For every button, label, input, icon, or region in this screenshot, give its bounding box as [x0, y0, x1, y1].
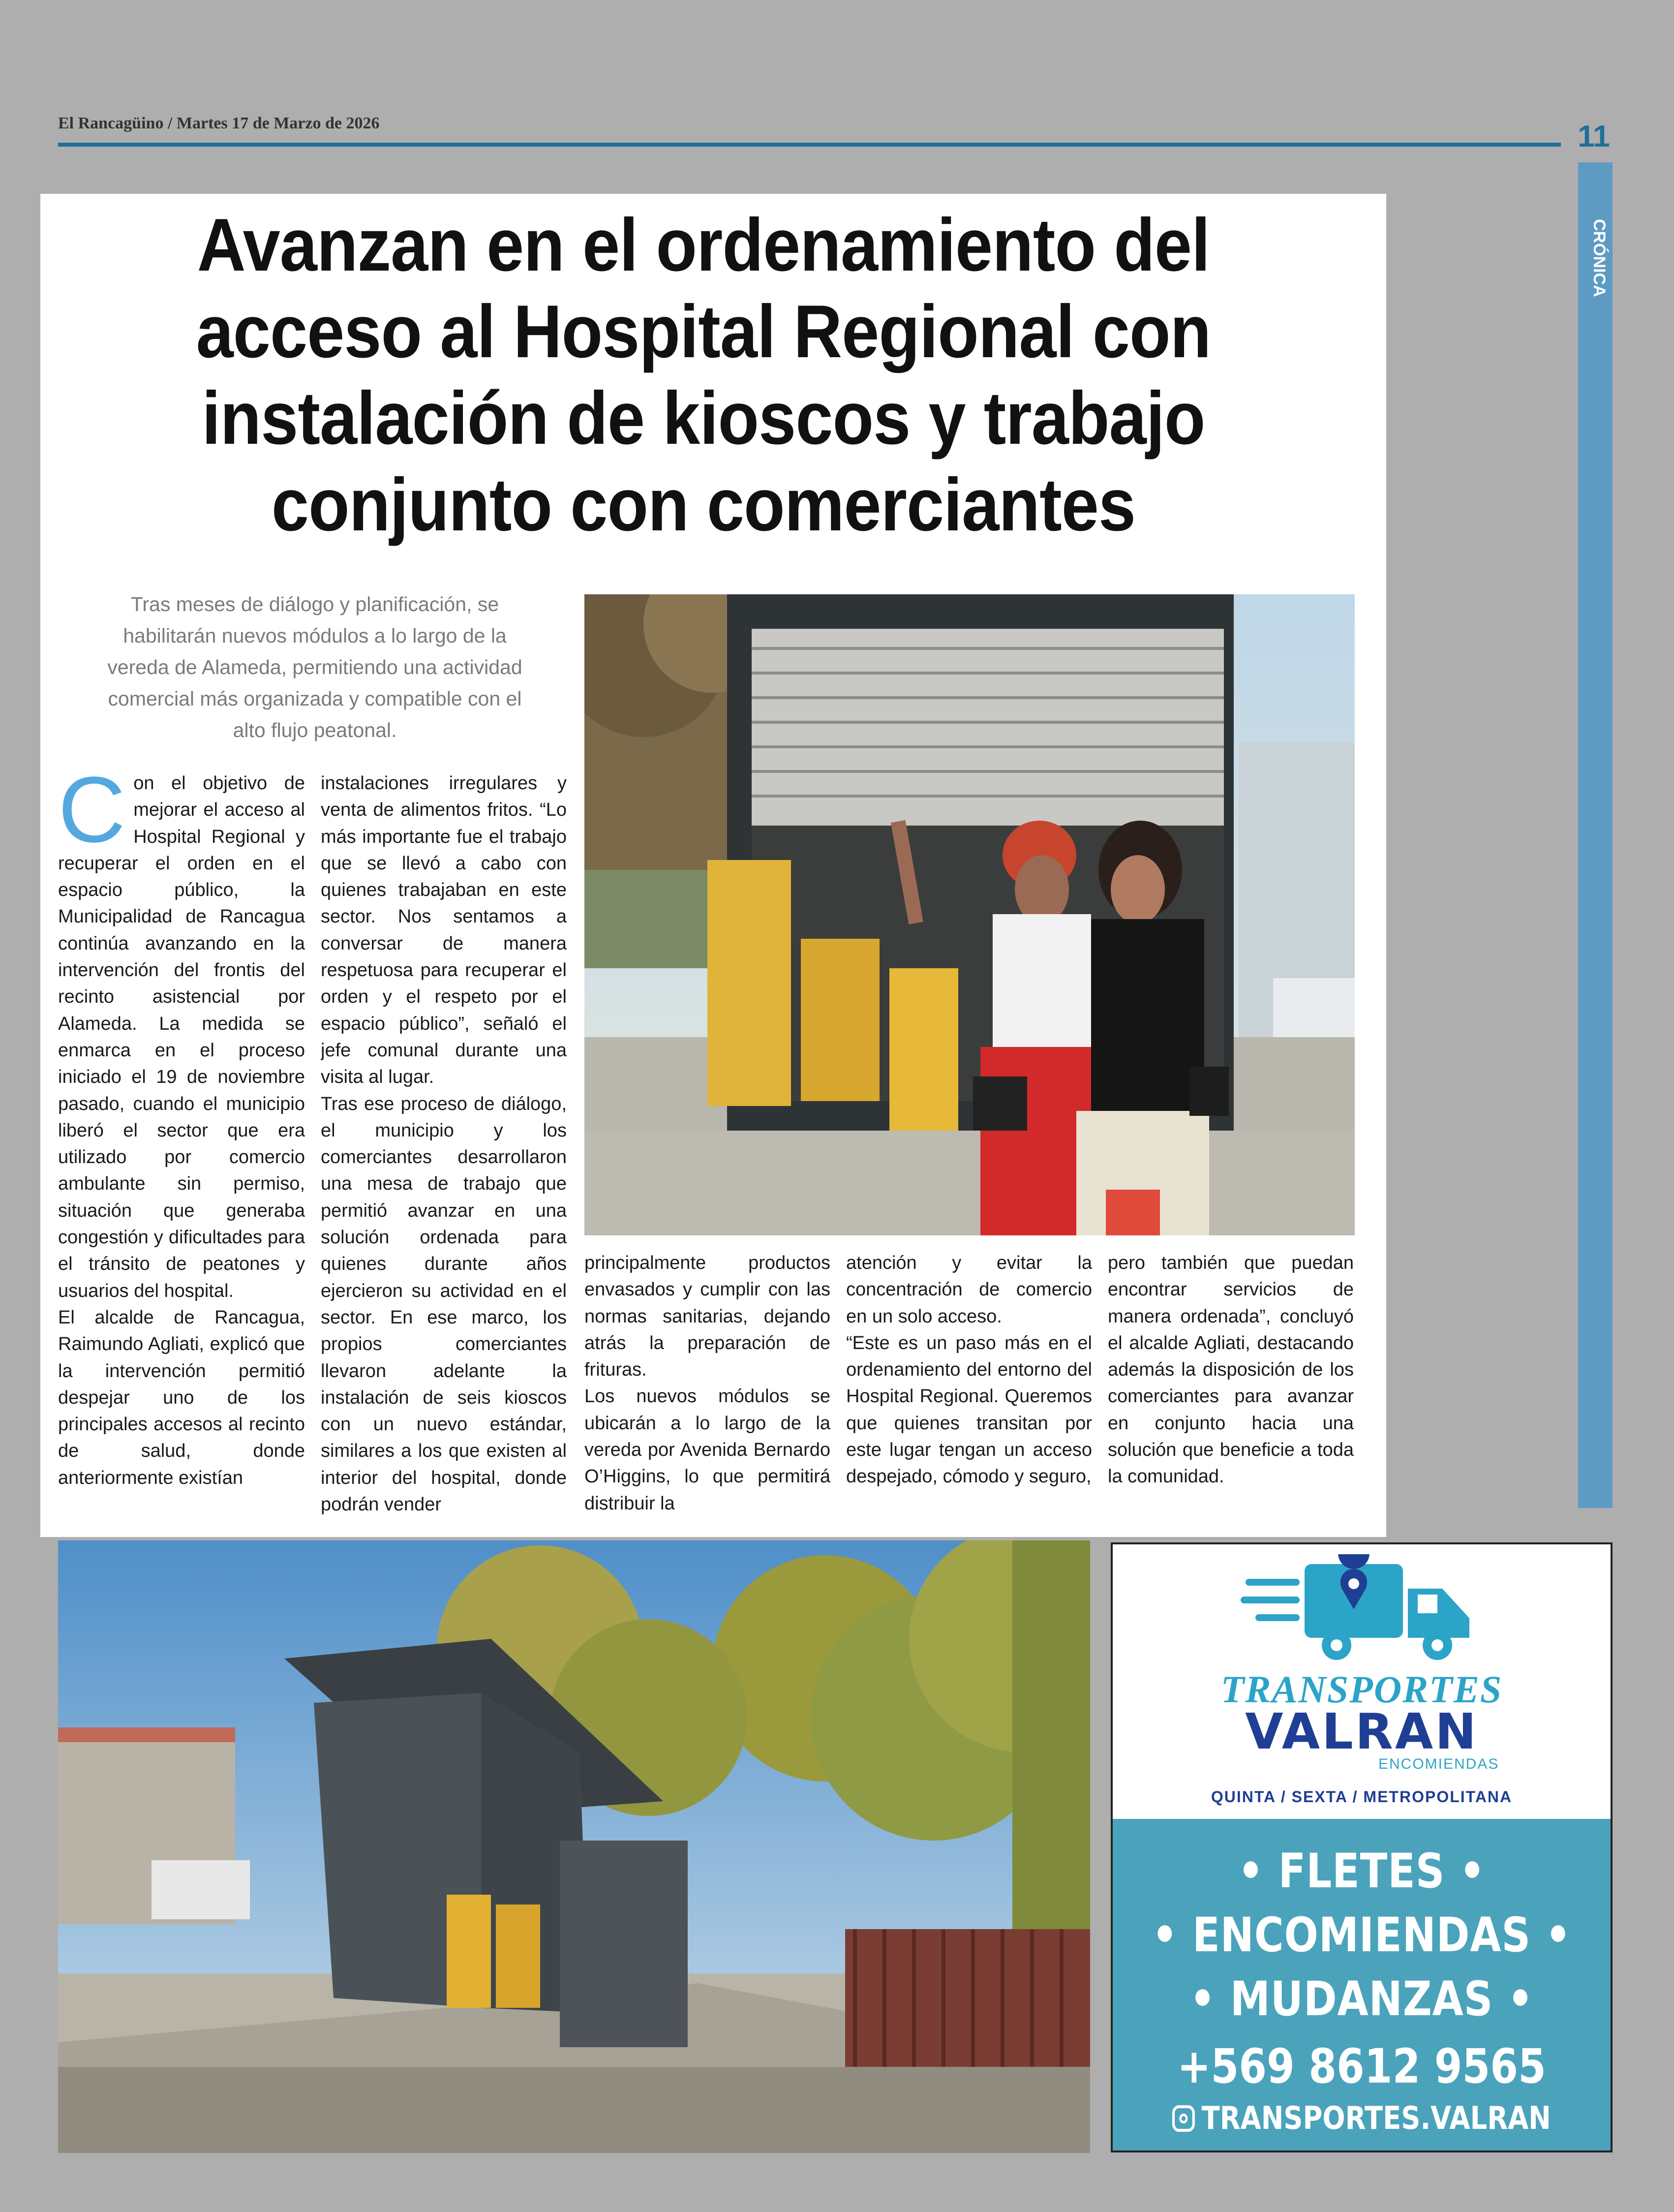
article-column-2 — [321, 770, 567, 1523]
ad-brand-main: VALRAN — [1245, 1703, 1478, 1760]
paragraph: “Este es un paso más en el ordenamiento del entorno del Hospital Regional. Queremos que quienes transitan por este lugar tengan un acceso despejado, cómodo y seguro, — [846, 1332, 1092, 1487]
article-column-1 — [58, 770, 305, 1523]
instagram-icon — [1172, 2105, 1195, 2132]
truck-icon — [1241, 1554, 1477, 1667]
page-number: 11 — [1578, 120, 1610, 154]
ad-brand-sub: ENCOMIENDAS — [1378, 1756, 1499, 1772]
article-column-4 — [846, 1250, 1092, 1525]
ad-service-fletes: • FLETES • — [1238, 1843, 1486, 1899]
ad-brand-top: TRANSPORTES — [1220, 1668, 1503, 1711]
masthead: El Rancagüino / Martes 17 de Marzo de 2026 — [58, 114, 380, 132]
ad-service-mudanzas: • MUDANZAS • — [1189, 1971, 1534, 2027]
article-column-3 — [584, 1250, 830, 1525]
paragraph: El alcalde de Rancagua, Raimundo Agliati, explicó que la intervención permitió despejar uno de los principales accesos al recinto de salud, donde anteriormente existían — [58, 1307, 305, 1488]
deck: Tras meses de diálogo y planificación, se habilitarán nuevos módulos a lo largo de la vereda de Alameda, permitiendo una actividad comercial más organizada y compatible con el alto flujo peatonal. — [107, 593, 522, 741]
paragraph: atención y evitar la concentración de comercio en un solo acceso. — [846, 1253, 1092, 1327]
paragraph: pero también que puedan encontrar servicios de manera ordenada”, concluyó el alcalde Agliati, destacando además la disposición de los comerciantes para avanzar en conjunto hacia una solución que beneficie a toda la comunidad. — [1108, 1253, 1354, 1487]
section-label: CRÓNICA — [1590, 219, 1609, 297]
photo-kiosks-sidewalk — [58, 1540, 1090, 2153]
paragraph: on el objetivo de mejorar el acceso al Hospital Regional y recuperar el orden en el espacio público, la Municipalidad de Rancagua continúa avanzando en la intervención del frontis del recinto asistencial por Alameda. La medida se enmarca en el proceso iniciado el 19 de noviembre pasado, cuando el municipio liberó el sector que era utilizado por comercio ambulante sin permiso, situación que generaba congestión y dificultades para el tránsito de peatones y usuarios del hospital. — [58, 773, 305, 1301]
section-sidebar — [1578, 162, 1613, 1508]
ad-phone: +569 8612 9565 — [1177, 2039, 1546, 2094]
ad-instagram-handle: TRANSPORTES.VALRAN — [1201, 2100, 1551, 2137]
headline: Avanzan en el ordenamiento del acceso al Hospital Regional con instalación de kioscos y trabajo conjunto con comerciantes — [196, 203, 1211, 547]
ad-service-encomiendas: • ENCOMIENDAS • — [1152, 1907, 1572, 1963]
drop-cap: C — [58, 770, 126, 862]
ad-regions: QUINTA / SEXTA / METROPOLITANA — [1211, 1788, 1513, 1806]
paragraph: principalmente productos envasados y cumplir con las normas sanitarias, dejando atrás la preparación de frituras. — [584, 1253, 830, 1381]
paragraph: Tras ese proceso de diálogo, el municipio y los comerciantes desarrollaron una mesa de trabajo que permitió avanzar en una solución ordenada para quienes durante años ejercieron su actividad en el sector. En ese marco, los propios comerciantes llevaron adelante la instalación de seis kioscos con un nuevo estándar, similares a los que existen al interior del hospital, donde podrán vender — [321, 1093, 567, 1515]
paragraph: Los nuevos módulos se ubicarán a lo largo de la vereda por Avenida Bernardo O’Higgins, lo que permitirá distribuir la — [584, 1386, 830, 1514]
advertisement-transportes-valran — [1111, 1542, 1613, 2152]
ad-instagram — [1150, 2100, 1573, 2137]
photo-kiosk-vendors — [584, 594, 1355, 1235]
article-column-5 — [1108, 1250, 1354, 1525]
header-rule — [58, 143, 1561, 147]
paragraph: instalaciones irregulares y venta de alimentos fritos. “Lo más importante fue el trabajo que se llevó a cabo con quienes trabajaban en este sector. Nos sentamos a conversar de manera respetuosa para recuperar el orden y el respeto por el espacio público”, señaló el jefe comunal durante una visita al lugar. — [321, 773, 567, 1088]
